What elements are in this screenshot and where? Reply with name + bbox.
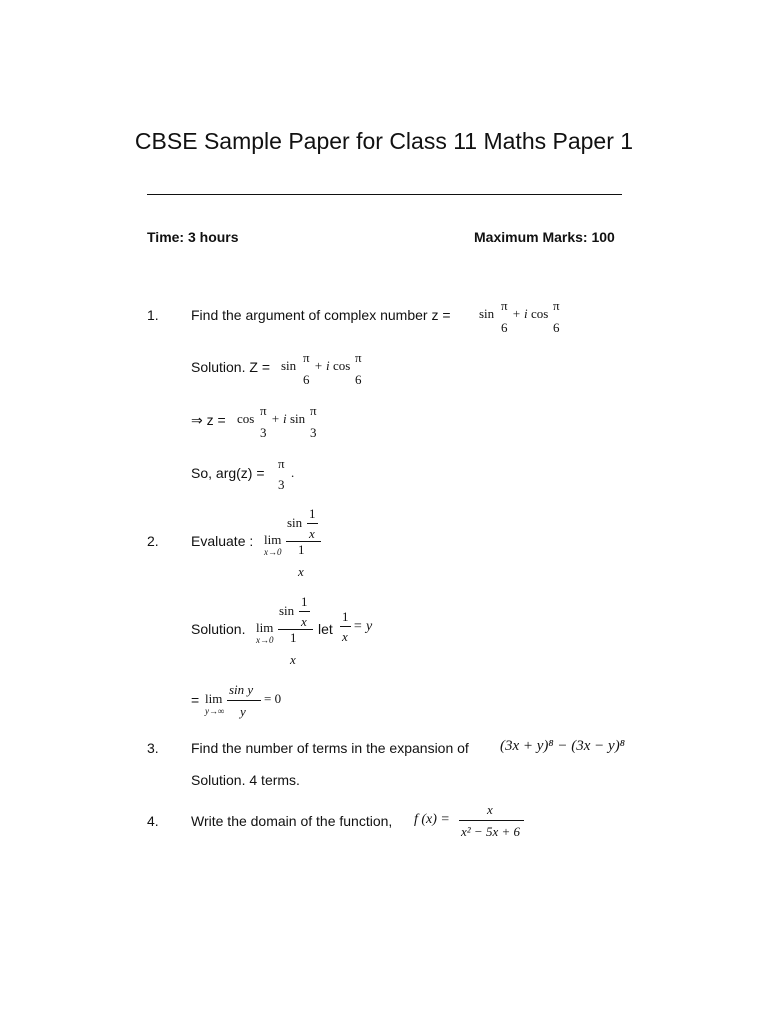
question-2-step: =	[191, 692, 200, 708]
variable-x: x	[301, 614, 307, 629]
cos-symbol: cos	[333, 358, 351, 373]
numerator-one: 1	[290, 630, 297, 645]
denominator: 6	[355, 372, 362, 387]
variable-x: x	[309, 526, 315, 541]
equals-y: = y	[353, 619, 373, 634]
time-label: Time: 3 hours	[147, 229, 239, 245]
fraction-bar	[299, 611, 310, 612]
question-1-answer: So, arg(z) =	[191, 465, 265, 481]
numerator-one: 1	[301, 594, 308, 609]
question-2-solution: Solution.	[191, 621, 246, 637]
pi-symbol: π	[278, 456, 285, 471]
numerator-x: x	[487, 802, 493, 817]
denominator: 6	[303, 372, 310, 387]
numerator-one: 1	[298, 542, 305, 557]
lim-symbol: lim	[256, 620, 274, 635]
question-1-text: Find the argument of complex number z =	[191, 307, 451, 323]
fraction-bar	[459, 820, 524, 821]
sin-symbol: sin	[290, 411, 306, 426]
answer-period: .	[291, 465, 295, 480]
limit-subscript: x→0	[256, 635, 274, 645]
pi-symbol: π	[355, 350, 362, 365]
question-1-number: 1.	[147, 307, 159, 323]
question-1-step: ⇒ z =	[191, 412, 226, 428]
pi-symbol: π	[303, 350, 310, 365]
variable-y: y	[240, 704, 246, 719]
question-3-text: Find the number of terms in the expansion of	[191, 740, 469, 756]
denominator: 3	[260, 425, 267, 440]
limit-subscript: x→0	[264, 547, 282, 557]
question-2-text: Evaluate :	[191, 533, 254, 549]
fraction-bar	[227, 700, 261, 701]
question-1-solution: Solution. Z =	[191, 359, 270, 375]
question-4-text: Write the domain of the function,	[191, 813, 393, 829]
denominator: 3	[310, 425, 317, 440]
numerator-one: 1	[309, 506, 316, 521]
pi-symbol: π	[553, 298, 560, 313]
denominator: x² − 5x + 6	[461, 824, 520, 839]
sin-symbol: sin	[287, 515, 303, 530]
denominator: 6	[553, 320, 560, 335]
lim-symbol: lim	[264, 532, 282, 547]
question-3-number: 3.	[147, 740, 159, 756]
sin-symbol: sin	[279, 603, 295, 618]
cos-symbol: cos	[237, 411, 255, 426]
page-title: CBSE Sample Paper for Class 11 Maths Paper 1	[134, 128, 634, 154]
sin-symbol: sin	[479, 306, 495, 321]
question-2-number: 2.	[147, 533, 159, 549]
plus-i-symbol: + i	[314, 358, 330, 373]
lim-symbol: lim	[205, 691, 223, 706]
cos-symbol: cos	[531, 306, 549, 321]
question-3-solution: Solution. 4 terms.	[191, 772, 300, 788]
function-notation: f (x) =	[414, 812, 450, 827]
variable-x: x	[298, 564, 304, 579]
denominator: 3	[278, 477, 285, 492]
variable-x: x	[290, 652, 296, 667]
question-4-number: 4.	[147, 813, 159, 829]
pi-symbol: π	[310, 403, 317, 418]
equals-zero: = 0	[264, 691, 282, 706]
max-marks-label: Maximum Marks: 100	[474, 229, 615, 245]
fraction-bar	[307, 523, 318, 524]
denominator: 6	[501, 320, 508, 335]
sin-symbol: sin	[281, 358, 297, 373]
variable-x: x	[342, 629, 348, 644]
limit-subscript: y→∞	[205, 706, 225, 716]
sin-y: sin y	[229, 682, 254, 697]
expansion-expression: (3x + y)⁸ − (3x − y)⁸	[500, 738, 625, 754]
plus-i-symbol: + i	[512, 306, 528, 321]
pi-symbol: π	[501, 298, 508, 313]
numerator-one: 1	[342, 609, 349, 624]
let-word: let	[318, 621, 333, 637]
fraction-bar	[340, 626, 351, 627]
pi-symbol: π	[260, 403, 267, 418]
plus-i-symbol: + i	[271, 411, 287, 426]
title-divider	[147, 194, 622, 195]
